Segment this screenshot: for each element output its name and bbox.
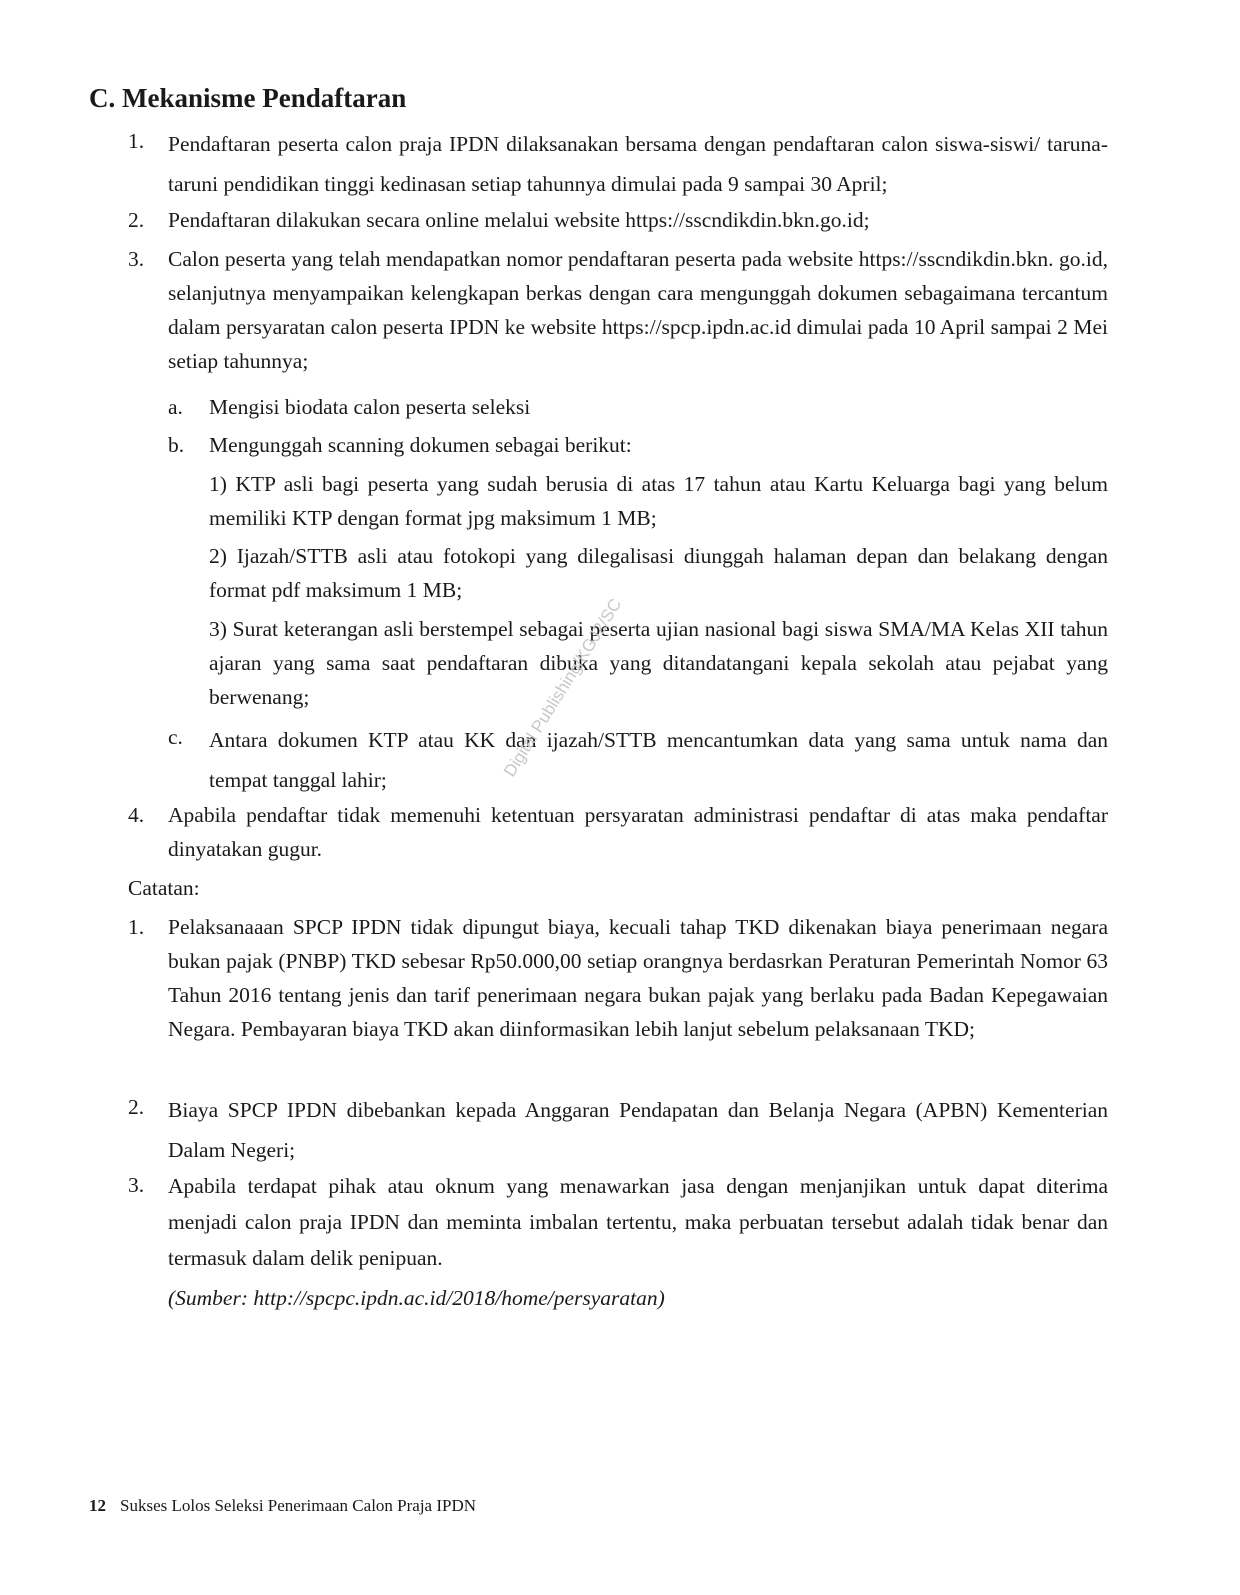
list-item-text: Calon peserta yang telah mendapatkan nomor pendaftaran peserta pada website https://sscndikdin.bkn. go.id, selanjutnya menyampaikan kelengkapan berkas dengan cara mengunggah dokumen sebagaimana tercantum dalam persyaratan calon peserta IPDN ke website https://spcp.ipdn.ac.id dimulai pada 10 April sampai 2 Mei setiap tahunnya; <box>168 247 1108 373</box>
document-requirement-ktp: 1) KTP asli bagi peserta yang sudah berusia di atas 17 tahun atau Kartu Keluarga bagi yang belum memiliki KTP dengan format jpg maksimum 1 MB; <box>209 472 1108 530</box>
list-item-number: 1. <box>128 129 145 153</box>
note-text: Biaya SPCP IPDN dibebankan kepada Anggaran Pendapatan dan Belanja Negara (APBN) Kementerian Dalam Negeri; <box>168 1098 1108 1162</box>
book-title: Sukses Lolos Seleksi Penerimaan Calon Praja IPDN <box>120 1496 477 1515</box>
list-item-letter: b. <box>168 433 185 457</box>
list-item-text: Pendaftaran dilakukan secara online melalui website https://sscndikdin.bkn.go.id; <box>168 208 870 232</box>
list-item-text: Pendaftaran peserta calon praja IPDN dilaksanakan bersama dengan pendaftaran calon siswa-siswi/ taruna-taruni pendidikan tinggi kedinasan setiap tahunnya dimulai pada 9 sampai 30 April; <box>168 132 1108 196</box>
notes-label: Catatan: <box>128 876 200 900</box>
document-requirement-ijazah: 2) Ijazah/STTB asli atau fotokopi yang dilegalisasi diunggah halaman depan dan belakang dengan format pdf maksimum 1 MB; <box>209 544 1108 602</box>
page-footer <box>89 1494 476 1518</box>
note-number: 1. <box>128 915 145 939</box>
list-item-number: 2. <box>128 208 145 232</box>
watermark: Digital Publishing/KGJ2/SC <box>500 595 626 781</box>
source-citation: (Sumber: http://spcpc.ipdn.ac.id/2018/home/persyaratan) <box>168 1286 665 1310</box>
list-item-letter: c. <box>168 725 183 749</box>
list-item-number: 4. <box>128 803 145 827</box>
list-item-text: Mengisi biodata calon peserta seleksi <box>209 395 531 419</box>
note-text: Apabila terdapat pihak atau oknum yang menawarkan jasa dengan menjanjikan untuk dapat diterima menjadi calon praja IPDN dan meminta imbalan tertentu, maka perbuatan tersebut adalah tidak benar dan termasuk dalam delik penipuan. <box>168 1174 1108 1270</box>
page-number: 12 <box>89 1496 106 1515</box>
list-item-text: Antara dokumen KTP atau KK dan ijazah/STTB mencantumkan data yang sama untuk nama dan tempat tanggal lahir; <box>209 728 1108 792</box>
section-title: C. Mekanisme Pendaftaran <box>89 83 407 113</box>
list-item-letter: a. <box>168 395 183 419</box>
document-requirement-surat: 3) Surat keterangan asli berstempel sebagai peserta ujian nasional bagi siswa SMA/MA Kelas XII tahun ajaran yang sama saat pendaftaran dibuka yang ditandatangani kepala sekolah atau pejabat yang berwenang; <box>209 617 1108 709</box>
note-number: 3. <box>128 1173 145 1197</box>
note-number: 2. <box>128 1095 145 1119</box>
list-item-text: Mengunggah scanning dokumen sebagai berikut: <box>209 433 632 457</box>
note-text: Pelaksanaaan SPCP IPDN tidak dipungut biaya, kecuali tahap TKD dikenakan biaya penerimaan negara bukan pajak (PNBP) TKD sebesar Rp50.000,00 setiap orangnya berdasrkan Peraturan Pemerintah Nomor 63 Tahun 2016 tentang jenis dan tarif penerimaan negara bukan pajak yang berlaku pada Badan Kepegawaian Negara. Pembayaran biaya TKD akan diinformasikan lebih lanjut sebelum pelaksanaan TKD; <box>168 915 1108 1041</box>
list-item-text: Apabila pendaftar tidak memenuhi ketentuan persyaratan administrasi pendaftar di atas maka pendaftar dinyatakan gugur. <box>168 803 1108 861</box>
list-item-number: 3. <box>128 247 145 271</box>
